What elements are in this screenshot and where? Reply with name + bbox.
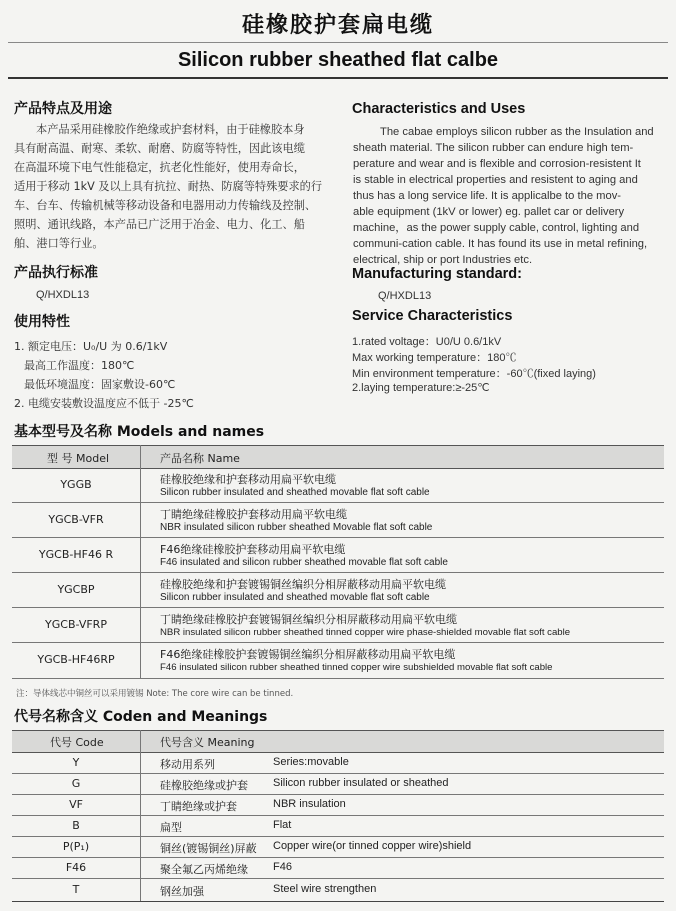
title-divider	[8, 42, 668, 43]
codes-row-divider	[12, 836, 664, 837]
characteristics-heading-cn: 产品特点及用途	[14, 101, 112, 117]
models-col-name: 产品名称 Name	[160, 452, 240, 465]
code-value: G	[71, 777, 81, 790]
service-line-en: Min environment temperature：-60℃(fixed laying)	[352, 368, 596, 380]
models-row-divider	[12, 607, 664, 608]
models-row-divider	[12, 502, 664, 503]
code-meaning-en: Silicon rubber insulated or sheathed	[273, 777, 449, 789]
service-line-cn: 1. 额定电压：U₀/U 为 0.6/1kV	[14, 340, 168, 353]
models-table-header	[12, 445, 664, 469]
code-meaning-en: Flat	[273, 819, 292, 831]
codes-row-divider	[12, 878, 664, 879]
characteristics-line-cn: 具有耐高温、耐寒、柔软、耐磨、防腐等特性，因此该电缆	[14, 142, 305, 155]
characteristics-line-en: thus has a long service life. It is applicalbe to the mov-	[353, 190, 622, 202]
service-line-en: Max working temperature：180℃	[352, 352, 517, 364]
models-col-model: 型 号 Model	[47, 452, 110, 465]
codes-col-divider	[140, 730, 141, 902]
characteristics-line-en: machine，as the power supply cable, control, lighting and	[353, 222, 640, 234]
code-value: F46	[65, 861, 87, 874]
code-value: T	[72, 883, 80, 896]
model-code: YGCB-HF46RP	[37, 653, 115, 666]
model-name-en: NBR insulated silicon rubber sheathed Movable flat soft cable	[160, 522, 433, 533]
code-meaning-en: F46	[273, 861, 292, 873]
characteristics-line-en: able equipment (1kV or lower) eg. pallet car or delivery	[353, 206, 625, 218]
model-code: YGCB-VFRP	[45, 618, 107, 631]
characteristics-line-cn: 在高温环境下电气性能稳定，抗老化性能好，使用寿命长，	[14, 161, 305, 174]
codes-row-divider	[12, 773, 664, 774]
title-underline	[8, 77, 668, 79]
characteristics-line-cn: 照明、通讯线路，本产品已广泛用于冶金、电力、化工、船	[14, 218, 305, 231]
code-value: VF	[69, 798, 83, 811]
models-heading: 基本型号及名称 Models and names	[14, 424, 265, 440]
characteristics-line-en: communi-cation cable. It has found its use in metal refining,	[353, 238, 648, 250]
model-name-en: Silicon rubber insulated and sheathed movable flat soft cable	[160, 592, 430, 603]
code-meaning-cn: 扁型	[160, 821, 182, 834]
code-meaning-en: Series:movable	[273, 756, 349, 768]
code-meaning-en: NBR insulation	[273, 798, 346, 810]
characteristics-heading-en: Characteristics and Uses	[352, 101, 526, 117]
model-code: YGCB-HF46 R	[38, 548, 114, 561]
service-line-cn: 最高工作温度：180℃	[24, 359, 135, 372]
service-heading-en: Service Characteristics	[352, 308, 513, 324]
code-meaning-cn: 硅橡胶绝缘或护套	[160, 779, 248, 792]
models-row-divider	[12, 642, 664, 643]
code-meaning-cn: 移动用系列	[160, 758, 215, 771]
service-line-cn: 最低环境温度：固家敷设-60℃	[24, 378, 176, 391]
characteristics-line-cn: 车、台车、传输机械等移动设备和电器用动力传输线及控制、	[14, 199, 317, 212]
code-meaning-cn: 铜丝(镀锡铜丝)屏蔽	[160, 842, 257, 855]
standard-heading-cn: 产品执行标准	[14, 265, 98, 281]
codes-row-divider	[12, 901, 664, 902]
model-name-en: NBR insulated silicon rubber sheathed tinned copper wire phase-shielded movable flat soft cable	[160, 627, 571, 638]
page-title-en: Silicon rubber sheathed flat calbe	[177, 49, 499, 71]
codes-row-divider	[12, 794, 664, 795]
characteristics-line-en: The cabae employs silicon rubber as the Insulation and	[380, 126, 654, 138]
code-value: B	[72, 819, 80, 832]
code-meaning-cn: 钢丝加强	[160, 885, 204, 898]
codes-row-divider	[12, 815, 664, 816]
models-row-divider	[12, 678, 664, 679]
model-name-en: F46 insulated silicon rubber sheathed tinned copper wire subshielded movable flat soft cable	[160, 662, 553, 673]
codes-col-meaning: 代号含义 Meaning	[160, 736, 255, 749]
models-col-divider	[140, 445, 141, 679]
model-name-cn: 硅橡胶绝缘和护套镀锡铜丝编织分相屏蔽移动用扁平软电缆	[160, 578, 446, 591]
standard-code-cn: Q/HXDL13	[36, 289, 90, 301]
code-value: P(P₁)	[62, 840, 90, 853]
code-meaning-cn: 聚全氟乙丙烯绝缘	[160, 863, 248, 876]
model-name-cn: F46绝缘硅橡胶护套镀锡铜丝编织分相屏蔽移动用扁平软电缆	[160, 648, 456, 661]
service-line-cn: 2. 电缆安装敷设温度应不低于 -25℃	[14, 397, 194, 410]
model-code: YGCB-VFR	[48, 513, 104, 526]
characteristics-line-cn: 舶、港口等行业。	[14, 237, 104, 250]
characteristics-line-en: electrical, ship or port Industries etc.	[353, 254, 533, 266]
standard-code-en: Q/HXDL13	[378, 290, 432, 302]
models-table	[12, 445, 664, 680]
model-code: YGCBP	[57, 583, 95, 596]
service-heading-cn: 使用特性	[14, 314, 70, 330]
code-meaning-en: Copper wire(or tinned copper wire)shield	[273, 840, 472, 852]
model-name-cn: 丁睛绝缘硅橡胶护套镀锡铜丝编织分相屏蔽移动用扁平软电缆	[160, 613, 457, 626]
code-meaning-en: Steel wire strengthen	[273, 883, 377, 895]
characteristics-line-en: perature and wear and is flexible and corrosion-resistent It	[353, 158, 641, 170]
characteristics-line-cn: 适用于移动 1kV 及以上具有抗拉、耐热、防腐等特殊要求的行	[14, 180, 323, 193]
characteristics-line-en: is stable in electrical properties and resistent to aging and	[353, 174, 638, 186]
model-name-cn: 硅橡胶绝缘和护套移动用扁平软电缆	[160, 473, 336, 486]
code-meaning-cn: 丁睛绝缘或护套	[160, 800, 237, 813]
characteristics-line-cn: 本产品采用硅橡胶作绝缘或护套材料，由于硅橡胶本身	[36, 123, 305, 136]
model-name-en: F46 insulated and silicon rubber sheathed movable flat soft cable	[160, 557, 448, 568]
code-value: Y	[72, 756, 80, 769]
codes-table-header	[12, 730, 664, 753]
characteristics-line-en: sheath material. The silicon rubber can endure high tem-	[353, 142, 634, 154]
standard-heading-en: Manufacturing standard:	[352, 266, 522, 282]
codes-heading: 代号名称含义 Coden and Meanings	[14, 709, 268, 725]
page-title-cn: 硅橡胶护套扁电缆	[241, 13, 434, 38]
models-row-divider	[12, 572, 664, 573]
model-name-cn: F46绝缘硅橡胶护套移动用扁平软电缆	[160, 543, 346, 556]
model-code: YGGB	[60, 478, 92, 491]
codes-col-code: 代号 Code	[50, 736, 104, 749]
model-name-en: Silicon rubber insulated and sheathed movable flat soft cable	[160, 487, 430, 498]
codes-table	[12, 730, 664, 902]
codes-row-divider	[12, 857, 664, 858]
model-name-cn: 丁睛绝缘硅橡胶护套移动用扁平软电缆	[160, 508, 347, 521]
service-line-en: 1.rated voltage：U0/U 0.6/1kV	[352, 336, 502, 348]
models-row-divider	[12, 537, 664, 538]
models-note: 注：导体线芯中铜丝可以采用镀锡 Note: The core wire can be tinned.	[16, 689, 294, 699]
service-line-en: 2.laying temperature:≥-25℃	[352, 382, 490, 394]
